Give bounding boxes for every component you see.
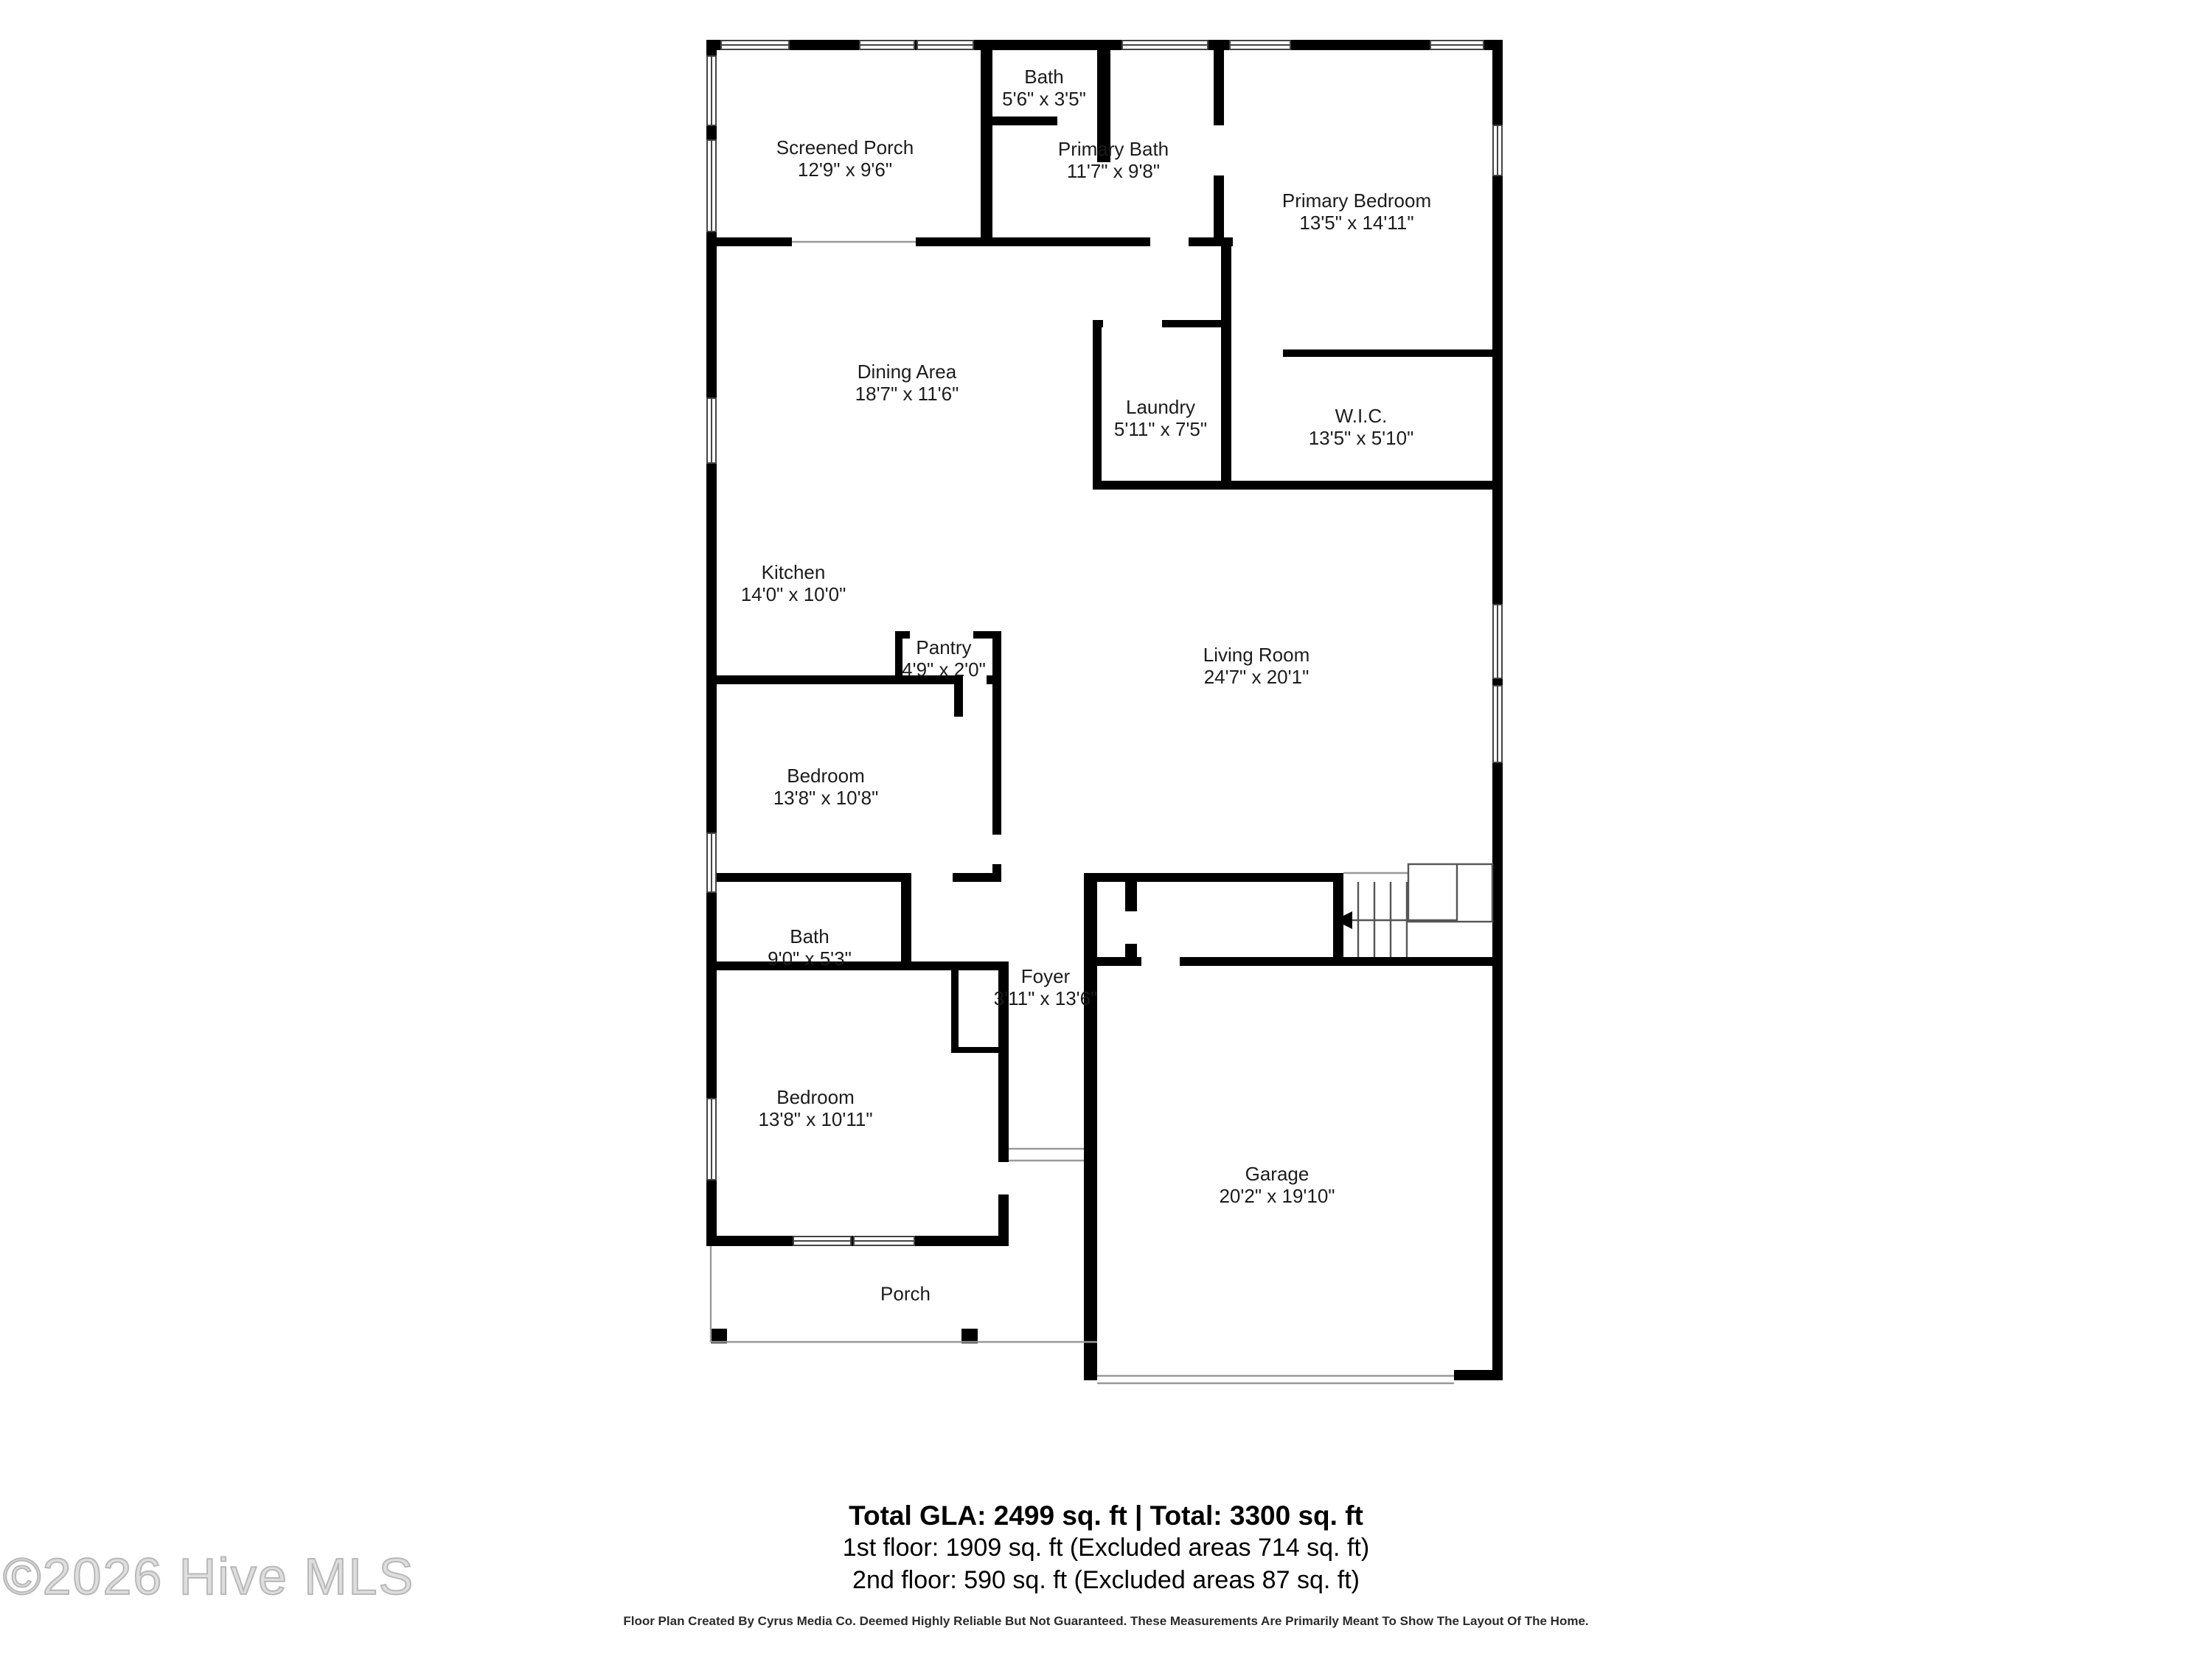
room-dims: 13'5" x 5'10" [1308,426,1414,448]
room-name: Laundry [1126,396,1195,418]
disclaimer-text: Floor Plan Created By Cyrus Media Co. Deemed Highly Reliable But Not Guaranteed. These Measurements Are Primarily Meant To Show The Layout Of The Home. [623,1613,1589,1628]
room-dims: 18'7" x 11'6" [855,382,959,404]
room-label-laundry [1114,397,1207,440]
walls [706,40,1503,1380]
window-icon [793,1237,914,1245]
room-dims: 13'8" x 10'8" [773,786,879,808]
room-dims: 5'11" x 7'5" [1113,417,1208,439]
room-dims: 20'2" x 19'10" [1219,1184,1335,1206]
room-dims: 14'0" x 10'0" [740,582,846,605]
room-name: W.I.C. [1335,405,1388,427]
room-label-primary-bath [1058,139,1169,182]
room-dims: 5'6" x 3'5" [1002,87,1086,109]
room-name: Bedroom [776,1086,855,1108]
room-name: Living Room [1203,644,1310,666]
room-dims: 24'7" x 20'1" [1203,665,1310,687]
room-name: Foyer [1020,965,1071,987]
room-label-dining-area [855,362,959,405]
room-name: Garage [1245,1163,1310,1185]
room-label-foyer [994,967,1098,1009]
summary-first-floor: 1st floor: 1909 sq. ft (Excluded areas 714 sq. ft) [842,1534,1370,1562]
room-label-bedroom-mid [773,766,879,809]
room-name: Bedroom [787,765,865,787]
room-label-wic [1309,406,1414,449]
room-name: Bath [1024,66,1064,88]
room-dims: 4'9" x 2'0" [902,658,986,680]
summary-total-gla: Total GLA: 2499 sq. ft | Total: 3300 sq. ft [849,1500,1363,1531]
room-label-porch [880,1284,931,1306]
room-dims: 12'9" x 9'6" [797,158,893,180]
room-label-kitchen [741,563,846,605]
room-label-garage [1219,1164,1335,1207]
room-name: Screened Porch [776,136,914,159]
room-label-bath-mid [768,927,852,970]
room-label-pantry [902,638,986,681]
room-name: Dining Area [857,361,957,383]
room-label-bedroom-lower [758,1088,872,1130]
mls-watermark: ©2026 Hive MLS [3,1548,415,1606]
room-label-bath-upper [1002,67,1086,110]
room-name: Kitchen [761,561,826,583]
room-name: Pantry [916,636,972,658]
room-name: Porch [880,1282,931,1305]
room-dims: 11'7" x 9'8" [1066,159,1161,181]
room-name: Primary Bedroom [1281,189,1432,212]
room-name: Primary Bath [1057,138,1169,160]
room-name: Bath [790,925,830,947]
room-dims: 3'11" x 13'6" [993,987,1098,1009]
room-label-living-room [1203,645,1310,688]
room-dims: 9'0" x 5'3" [768,947,852,969]
room-label-screened-porch [776,138,914,181]
room-label-primary-bedroom [1282,191,1431,234]
room-dims: 13'5" x 14'11" [1299,211,1414,233]
room-dims: 13'8" x 10'11" [758,1107,873,1130]
staircase [1335,864,1492,957]
summary-second-floor: 2nd floor: 590 sq. ft (Excluded areas 87 sq. ft) [852,1566,1360,1594]
